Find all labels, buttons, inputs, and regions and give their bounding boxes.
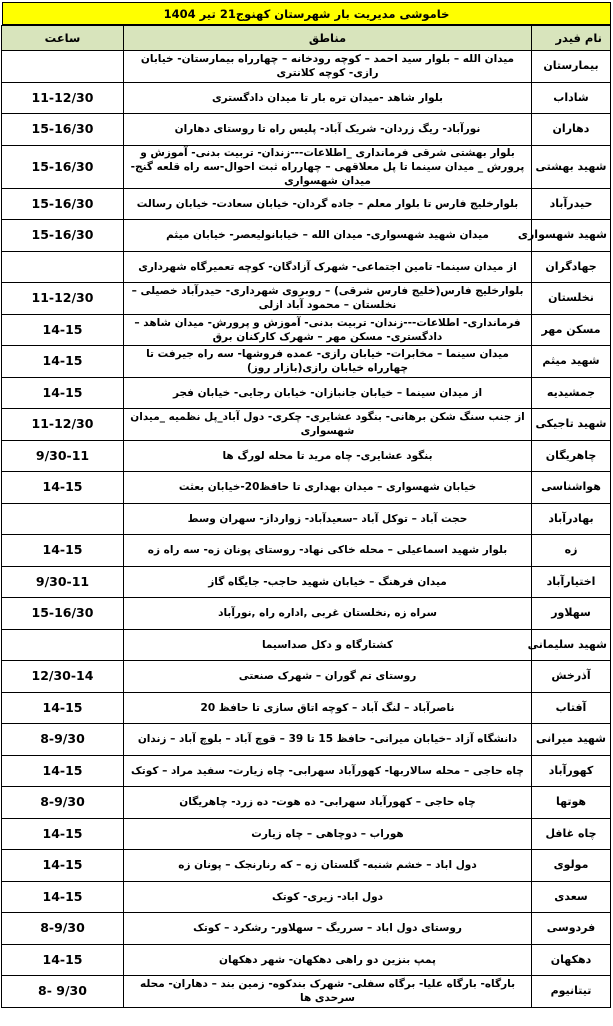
- feeder-name-cell: بیمارستان: [532, 51, 611, 83]
- sheet-title: خاموشی مدیریت بار شهرستان کهنوج21 تیر 1404: [2, 2, 611, 25]
- table-row: [2, 755, 611, 787]
- feeder-name-cell: مولوی: [532, 850, 611, 882]
- areas-cell: بارگاه- بارگاه علیا- برگاه سفلی- شهرک بندکوه- زمین بند – دهاران- محله سرحدی ها: [124, 976, 532, 1008]
- time-cell: 15-16/30: [2, 114, 124, 146]
- areas-cell: بلوار شهید اسماعیلی – محله خاکی نهاد- روستای پونان زه- سه راه زه: [124, 535, 532, 567]
- time-cell: 14-15: [2, 850, 124, 882]
- areas-cell: بلوار بهشتی شرقی فرمانداری _اطلاعات---زندان- تربیت بدنی- آموزش و پرورش _ میدان سینما تا پل معلاقهی – چهارراه ثبت احوال-سه راه قلعه گنج- میدان شهسواری: [124, 145, 532, 188]
- feeder-name-cell: چاهریگان: [532, 440, 611, 472]
- table-row: [2, 692, 611, 724]
- table-row: [2, 346, 611, 378]
- time-cell: 14-15: [2, 818, 124, 850]
- feeder-name-cell: دهکهان: [532, 944, 611, 976]
- feeder-name-cell: نخلستان: [532, 283, 611, 315]
- feeder-name-cell: شهید تاجیکی: [532, 409, 611, 441]
- table-row: [2, 188, 611, 220]
- time-cell: 15-16/30: [2, 598, 124, 630]
- time-cell: 14-15: [2, 881, 124, 913]
- areas-cell: هوراب – دوچاهی – چاه زیارت: [124, 818, 532, 850]
- areas-cell: بلوارخلیج فارس(خلیج فارس شرقی) – روبروی شهرداری- حیدرآباد خصیلی – نخلستان – محمود آباد ازلی: [124, 283, 532, 315]
- time-cell: 11-12/30: [2, 409, 124, 441]
- feeder-name-cell: شهید میرانی: [532, 724, 611, 756]
- time-cell: [2, 251, 124, 283]
- feeder-name-cell: سهلاور: [532, 598, 611, 630]
- feeder-name-cell: سعدی: [532, 881, 611, 913]
- table-row: [2, 976, 611, 1008]
- feeder-name-cell: شاداب: [532, 82, 611, 114]
- table-row: [2, 51, 611, 83]
- feeder-name-cell: شهید بهشتی: [532, 145, 611, 188]
- header-feeder-name: نام فیدر: [532, 26, 611, 51]
- time-cell: 12/30-14: [2, 661, 124, 693]
- feeder-name-cell: چاه غافل: [532, 818, 611, 850]
- areas-cell: خیابان شهسواری – میدان بهداری تا حافظ20-خیابان بعثت: [124, 472, 532, 504]
- time-cell: 11-12/30: [2, 82, 124, 114]
- table-row: [2, 629, 611, 661]
- feeder-name-cell: شهید شهسواری: [532, 220, 611, 252]
- feeder-name-cell: شهید میثم: [532, 346, 611, 378]
- table-row: [2, 82, 611, 114]
- time-cell: 8- 9/30: [2, 976, 124, 1008]
- areas-cell: میدان سینما – مخابرات- خیابان رازی- عمده فروشها- سه راه جیرفت تا چهارراه خیابان رازی(بازار روز): [124, 346, 532, 378]
- areas-cell: فرمانداری- اطلاعات---زندان- تربیت بدنی- آموزش و پرورش- میدان شاهد – دادگستری- مسکن مهر – شهرک کارکنان برق: [124, 314, 532, 346]
- areas-cell: از جنب سنگ شکن برهانی- بنگود عشایری- چکری- دول آباد_پل نظمیه _میدان شهسواری: [124, 409, 532, 441]
- feeder-name-cell: زه: [532, 535, 611, 567]
- time-cell: 8-9/30: [2, 913, 124, 945]
- areas-cell: روستای تم گوران – شهرک صنعتی: [124, 661, 532, 693]
- time-cell: [2, 503, 124, 535]
- table-row: [2, 503, 611, 535]
- time-cell: 15-16/30: [2, 145, 124, 188]
- time-cell: 14-15: [2, 692, 124, 724]
- areas-cell: بلوارخلیج فارس تا بلوار معلم – جاده گردان- خیابان سعادت- خیابان رسالت: [124, 188, 532, 220]
- table-row: [2, 145, 611, 188]
- table-row: [2, 787, 611, 819]
- table-row: [2, 314, 611, 346]
- time-cell: 15-16/30: [2, 188, 124, 220]
- time-cell: 14-15: [2, 314, 124, 346]
- areas-cell: روستای دول اباد – سرریگ – سهلاور- رشکرد – کوتک: [124, 913, 532, 945]
- feeder-name-cell: فردوسی: [532, 913, 611, 945]
- feeder-name-cell: تیتانیوم: [532, 976, 611, 1008]
- header-time: ساعت: [2, 26, 124, 51]
- areas-cell: حجت آباد – توکل آباد –سعیدآباد- زوارداز- سهران وسط: [124, 503, 532, 535]
- table-row: [2, 114, 611, 146]
- table-row: [2, 535, 611, 567]
- areas-cell: پمپ بنزین دو راهی دهکهان- شهر دهکهان: [124, 944, 532, 976]
- feeder-name-cell: جمشیدیه: [532, 377, 611, 409]
- feeder-name-cell: دهاران: [532, 114, 611, 146]
- table-row: [2, 850, 611, 882]
- table-row: [2, 251, 611, 283]
- time-cell: 8-9/30: [2, 724, 124, 756]
- time-cell: [2, 51, 124, 83]
- areas-cell: از میدان سینما- تامین اجتماعی- شهرک آزادگان- کوچه تعمیرگاه شهرداری: [124, 251, 532, 283]
- feeder-name-cell: هواشناسی: [532, 472, 611, 504]
- areas-cell: میدان شهید شهسواری- میدان الله – خیابانولیعصر- خیابان میثم: [124, 220, 532, 252]
- table-row: [2, 283, 611, 315]
- feeder-name-cell: مسکن مهر: [532, 314, 611, 346]
- table-row: [2, 881, 611, 913]
- table-row: [2, 472, 611, 504]
- outage-schedule-sheet: [2, 2, 611, 1022]
- time-cell: 9/30-11: [2, 566, 124, 598]
- feeder-name-cell: آفتاب: [532, 692, 611, 724]
- table-row: [2, 944, 611, 976]
- areas-cell: ناصرآباد – لنگ آباد – کوچه اتاق سازی تا حافظ 20: [124, 692, 532, 724]
- feeder-name-cell: بهادرآباد: [532, 503, 611, 535]
- feeder-name-cell: کهورآباد: [532, 755, 611, 787]
- areas-cell: دول اباد- زیری- کوتک: [124, 881, 532, 913]
- table-row: [2, 377, 611, 409]
- table-row: [2, 566, 611, 598]
- feeder-name-cell: آذرخش: [532, 661, 611, 693]
- feeder-name-cell: جهادگران: [532, 251, 611, 283]
- table-row: [2, 220, 611, 252]
- time-cell: 14-15: [2, 472, 124, 504]
- areas-cell: نورآباد- ریگ زردان- شریک آباد- پلیس راه تا روستای دهاران: [124, 114, 532, 146]
- table-row: [2, 440, 611, 472]
- header-areas: مناطق: [124, 26, 532, 51]
- time-cell: 14-15: [2, 346, 124, 378]
- time-cell: 14-15: [2, 944, 124, 976]
- areas-cell: میدان فرهنگ – خیابان شهید حاجب- جایگاه گاز: [124, 566, 532, 598]
- areas-cell: دول اباد – خشم شنبه- گلستان زه – که رنارنجک – پونان زه: [124, 850, 532, 882]
- areas-cell: چاه حاجی – محله سالاربها- کهورآباد سهرابی- چاه زیارت- سفید مراد – کوتک: [124, 755, 532, 787]
- feeder-name-cell: هوتها: [532, 787, 611, 819]
- header-row: [2, 26, 611, 51]
- table-row: [2, 661, 611, 693]
- areas-cell: سراه زه ,نخلستان غربی ,اداره راه ,نورآباد: [124, 598, 532, 630]
- time-cell: 15-16/30: [2, 220, 124, 252]
- areas-cell: کشتارگاه و دکل صداسیما: [124, 629, 532, 661]
- time-cell: 8-9/30: [2, 787, 124, 819]
- outage-table: [1, 25, 611, 1008]
- time-cell: 11-12/30: [2, 283, 124, 315]
- time-cell: 14-15: [2, 377, 124, 409]
- areas-cell: بنگود عشایری- چاه مرید تا محله لورگ ها: [124, 440, 532, 472]
- feeder-name-cell: شهید سلیمانی: [532, 629, 611, 661]
- feeder-name-cell: اختیارآباد: [532, 566, 611, 598]
- table-row: [2, 409, 611, 441]
- areas-cell: از میدان سینما – خیابان جانبازان- خیابان رجایی- خیابان فجر: [124, 377, 532, 409]
- time-cell: 14-15: [2, 755, 124, 787]
- feeder-name-cell: حیدرآباد: [532, 188, 611, 220]
- areas-cell: دانشگاه آزاد –خیابان میرانی- حافظ 15 تا 39 – قوچ آباد – بلوچ آباد – زندان: [124, 724, 532, 756]
- time-cell: [2, 629, 124, 661]
- table-row: [2, 724, 611, 756]
- areas-cell: چاه حاجی – کهورآباد سهرابی- ده هوت- ده زرد- چاهریگان: [124, 787, 532, 819]
- table-row: [2, 913, 611, 945]
- areas-cell: میدان الله – بلوار سید احمد – کوچه رودخانه – چهارراه بیمارستان- خیابان رازی- کوچه کلانتری: [124, 51, 532, 83]
- time-cell: 14-15: [2, 535, 124, 567]
- time-cell: 9/30-11: [2, 440, 124, 472]
- table-row: [2, 598, 611, 630]
- table-row: [2, 818, 611, 850]
- areas-cell: بلوار شاهد -میدان تره بار تا میدان دادگستری: [124, 82, 532, 114]
